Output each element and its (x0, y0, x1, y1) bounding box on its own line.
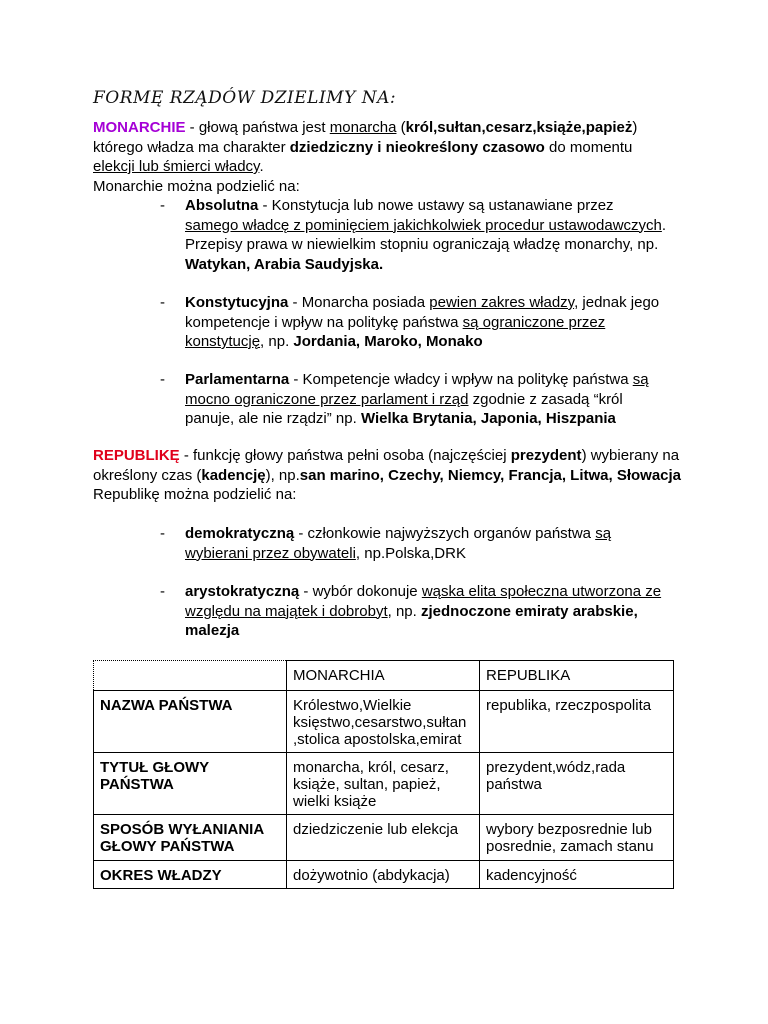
table-cell: prezydent,wódz,rada państwa (480, 753, 674, 815)
list-item-konstytucyjna (160, 293, 670, 352)
text-span: , np.Polska,DRK (355, 544, 466, 562)
comparison-table (93, 660, 674, 889)
table-cell: Królestwo,Wielkie księstwo,cesarstwo,sułtan ,stolica apostolska,emirat (287, 691, 480, 753)
monarchie-paragraph (93, 118, 693, 196)
bullet-dash: - (160, 525, 165, 542)
text-span: - głową państwa jest (185, 119, 330, 136)
table-row (94, 861, 674, 889)
table-row (94, 753, 674, 815)
item-name: demokratyczną (185, 525, 295, 542)
item-name: Absolutna (185, 197, 259, 214)
table-cell: SPOSÓB WYŁANIANIA GŁOWY PAŃSTWA (94, 815, 287, 861)
text-span: . Przepisy prawa w niewielkim stopniu ograniczają władzę monarchy, np. (185, 216, 667, 253)
table-cell: dziedziczenie lub elekcja (287, 815, 480, 861)
text-span: ( (396, 119, 406, 136)
bold-text: zjednoczone emiraty arabskie, malezja (185, 602, 638, 639)
text-span: do momentu (544, 138, 633, 156)
republike-intro: Republikę można podzielić na: (93, 486, 297, 503)
table-cell: republika, rzeczpospolita (480, 691, 674, 753)
text-span: ) (632, 119, 638, 136)
monarchie-intro: Monarchie można podzielić na: (93, 177, 300, 195)
item-name: Parlamentarna (185, 371, 290, 388)
list-item-absolutna (160, 196, 670, 274)
text-span: - Konstytucja lub nowe ustawy są ustanawiane przez (258, 197, 614, 214)
republike-paragraph (93, 446, 683, 505)
item-name: arystokratyczną (185, 583, 300, 600)
bold-text: król,sułtan,cesarz,książe,papież (405, 119, 633, 136)
bullet-dash: - (160, 197, 165, 214)
bullet-dash: - (160, 583, 165, 600)
underlined-text: elekcji lub śmierci władcy (93, 158, 260, 175)
bold-text: Wielka Brytania, Japonia, Hiszpania (360, 410, 616, 427)
table-cell: OKRES WŁADZY (94, 861, 287, 889)
text-span: - Kompetencje władcy i wpływ na politykę państwa (289, 371, 633, 388)
text-span: - funkcję głowy państwa pełni osoba (najczęściej (179, 447, 511, 464)
page-title: FORMĘ RZĄDÓW DZIELIMY NA: (93, 88, 397, 108)
table-cell: NAZWA PAŃSTWA (94, 691, 287, 753)
underlined-text: pewien zakres władzy (429, 294, 575, 311)
list-item-parlamentarna (160, 370, 670, 429)
table-cell: wybory bezposrednie lub posrednie, zamach stanu (480, 815, 674, 861)
text-span: - Monarcha posiada (288, 294, 430, 311)
text-span: zgodnie z zasadą “król panuje, ale nie rządzi” np. (185, 390, 623, 427)
bold-text: Jordania, Maroko, Monako (293, 333, 483, 350)
republike-label: REPUBLIKĘ (93, 447, 180, 464)
bold-text: kadencję (201, 466, 266, 484)
bold-text: dziedziczny i nieokreślony czasowo (289, 138, 545, 156)
table-header-cell (94, 661, 287, 691)
item-name: Konstytucyjna (185, 294, 289, 311)
underlined-text: są ograniczone przez konstytucję (185, 313, 606, 350)
underlined-text: są wybierani przez obywateli (185, 525, 612, 562)
underlined-text: samego władcę z pominięciem jakichkolwiek procedur ustawodawczych (185, 216, 662, 234)
text-span: , np. (387, 602, 421, 620)
monarchie-label: MONARCHIE (93, 119, 186, 136)
table-cell: monarcha, król, cesarz, książe, sultan, papież, wielki książe (287, 753, 480, 815)
table-row (94, 691, 674, 753)
table-row (94, 815, 674, 861)
bold-text: prezydent (510, 447, 582, 464)
table-cell: dożywotnio (abdykacja) (287, 861, 480, 889)
table-cell: kadencyjność (480, 861, 674, 889)
bold-text: Watykan, Arabia Saudyjska. (185, 255, 384, 273)
underlined-text: monarcha (329, 119, 397, 136)
table-header-cell: REPUBLIKA (480, 661, 674, 691)
text-span: ) wybierany na określony czas ( (93, 447, 680, 484)
list-item-arystokratyczna (160, 582, 670, 641)
text-span: ), np. (265, 466, 300, 484)
table-header-row (94, 661, 674, 691)
text-span: , jednak jego kompetencje i wpływ na politykę państwa (185, 294, 660, 331)
bullet-dash: - (160, 294, 165, 311)
text-span: . (259, 158, 264, 175)
bold-text: san marino, Czechy, Niemcy, Francja, Litwa, Słowacja (299, 466, 682, 484)
list-item-demokratyczna (160, 524, 670, 563)
underlined-text: są mocno ograniczone przez parlament i rząd (185, 371, 649, 408)
underlined-text: wąska elita społeczna utworzona ze względu na majątek i dobrobyt (185, 583, 662, 620)
table-header-cell: MONARCHIA (287, 661, 480, 691)
table-cell: TYTUŁ GŁOWY PAŃSTWA (94, 753, 287, 815)
text-span: - członkowie najwyższych organów państwa (294, 525, 596, 542)
text-span: - wybór dokonuje (299, 583, 422, 600)
text-span: , np. (260, 333, 294, 350)
text-span: którego władza ma charakter (93, 138, 290, 156)
bullet-dash: - (160, 371, 165, 388)
